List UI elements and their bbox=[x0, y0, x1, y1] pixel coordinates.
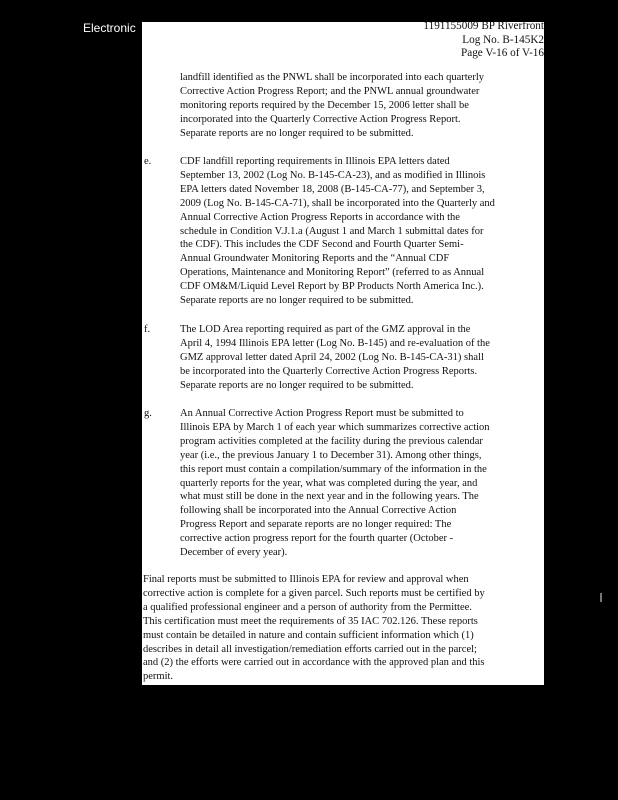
text-line: Separate reports are no longer required to be submitted. bbox=[180, 379, 414, 391]
text-line: EPA letters dated November 18, 2008 (B-145-CA-77), and September 3, bbox=[180, 183, 485, 195]
text-line: Final reports must be submitted to Illinois EPA for review and approval when bbox=[143, 574, 469, 585]
header-log-number: Log No. B-145K2 bbox=[462, 33, 544, 46]
text-line: program activities completed at the facility during the previous calendar bbox=[180, 435, 483, 447]
text-line: Annual Corrective Action Progress Reports in accordance with the bbox=[180, 211, 460, 223]
text-line: this report must contain a compilation/summary of the information in the bbox=[180, 463, 487, 475]
text-line: corrective action progress report for the fourth quarter (October - bbox=[180, 533, 454, 545]
text-line: and (2) the efforts were carried out in accordance with the approved plan and this bbox=[143, 657, 485, 669]
text-line: April 4, 1994 Illinois EPA letter (Log No. B-145) and re-evaluation of the bbox=[180, 337, 490, 349]
document-page bbox=[142, 22, 544, 685]
text-line: following shall be incorporated into the Annual Corrective Action bbox=[180, 505, 457, 517]
text-line: describes in detail all investigation/remediation efforts carried out in the parcel; bbox=[143, 643, 477, 655]
text-line: 2009 (Log No. B-145-CA-71), shall be incorporated into the Quarterly and bbox=[180, 197, 495, 209]
text-line: Operations, Maintenance and Monitoring Report” (referred to as Annual bbox=[180, 267, 485, 279]
text-line: Separate reports are no longer required to be submitted. bbox=[180, 127, 414, 139]
text-line: The LOD Area reporting required as part of the GMZ approval in the bbox=[180, 324, 471, 335]
text-line: CDF OM&M/Liquid Level Report by BP Products North America Inc.). bbox=[180, 281, 484, 293]
text-line: CDF landfill reporting requirements in Illinois EPA letters dated bbox=[180, 156, 450, 167]
text-line: landfill identified as the PNWL shall be incorporated into each quarterly bbox=[180, 72, 485, 83]
item-e-paragraph bbox=[180, 155, 495, 308]
text-line: monitoring reports required by the December 15, 2006 letter shall be bbox=[180, 99, 469, 111]
text-line: December of every year). bbox=[180, 547, 288, 559]
text-line: year (i.e., the previous January 1 to December 31). Among other things, bbox=[180, 449, 482, 461]
text-line: Illinois EPA by March 1 of each year which summarizes corrective action bbox=[180, 421, 490, 433]
item-marker-g: g. bbox=[144, 408, 152, 419]
text-line: Corrective Action Progress Report; and the PNWL annual groundwater bbox=[180, 85, 480, 97]
final-paragraph bbox=[143, 573, 485, 684]
continuation-paragraph bbox=[180, 71, 484, 141]
text-line: This certification must meet the requirements of 35 IAC 702.126. These reports bbox=[143, 615, 478, 627]
text-line: what must still be done in the next year and in the following years. The bbox=[180, 491, 479, 503]
text-line: must contain be detailed in nature and contain sufficient information which (1) bbox=[143, 629, 474, 641]
text-line: Separate reports are no longer required to be submitted. bbox=[180, 295, 414, 307]
item-marker-e: e. bbox=[144, 156, 152, 167]
page-header bbox=[423, 22, 544, 61]
text-line: be incorporated into the Quarterly Corrective Action Progress Reports. bbox=[180, 365, 478, 377]
text-line: An Annual Corrective Action Progress Report must be submitted to bbox=[180, 408, 464, 419]
text-line: Progress Report and separate reports are no longer required: The bbox=[180, 519, 452, 531]
item-g-paragraph bbox=[180, 407, 490, 560]
item-f-paragraph bbox=[180, 323, 490, 393]
text-line: a qualified professional engineer and a person of authority from the Permittee. bbox=[143, 601, 472, 613]
text-line: quarterly reports for the year, what was completed during the year, and bbox=[180, 477, 478, 489]
header-page-number: Page V-16 of V-16 bbox=[461, 47, 544, 60]
text-line: the CDF). This includes the CDF Second and Fourth Quarter Semi- bbox=[180, 239, 464, 251]
scan-edge-mark bbox=[600, 593, 602, 602]
text-line: permit. bbox=[143, 671, 174, 683]
header-doc-id: 1191155009 BP Riverfront bbox=[423, 22, 544, 32]
text-line: incorporated into the Quarterly Corrective Action Progress Report. bbox=[180, 113, 461, 125]
filing-label: Electronic bbox=[83, 21, 136, 35]
text-line: Annual Groundwater Monitoring Reports and the “Annual CDF bbox=[180, 253, 450, 265]
text-line: GMZ approval letter dated April 24, 2002 (Log No. B-145-CA-31) shall bbox=[180, 351, 484, 363]
text-line: corrective action is complete for a given parcel. Such reports must be certified by bbox=[143, 587, 485, 599]
text-line: September 13, 2002 (Log No. B-145-CA-23), and as modified in Illinois bbox=[180, 169, 486, 181]
item-marker-f: f. bbox=[144, 324, 151, 335]
text-line: schedule in Condition V.J.1.a (August 1 and March 1 submittal dates for bbox=[180, 225, 484, 237]
